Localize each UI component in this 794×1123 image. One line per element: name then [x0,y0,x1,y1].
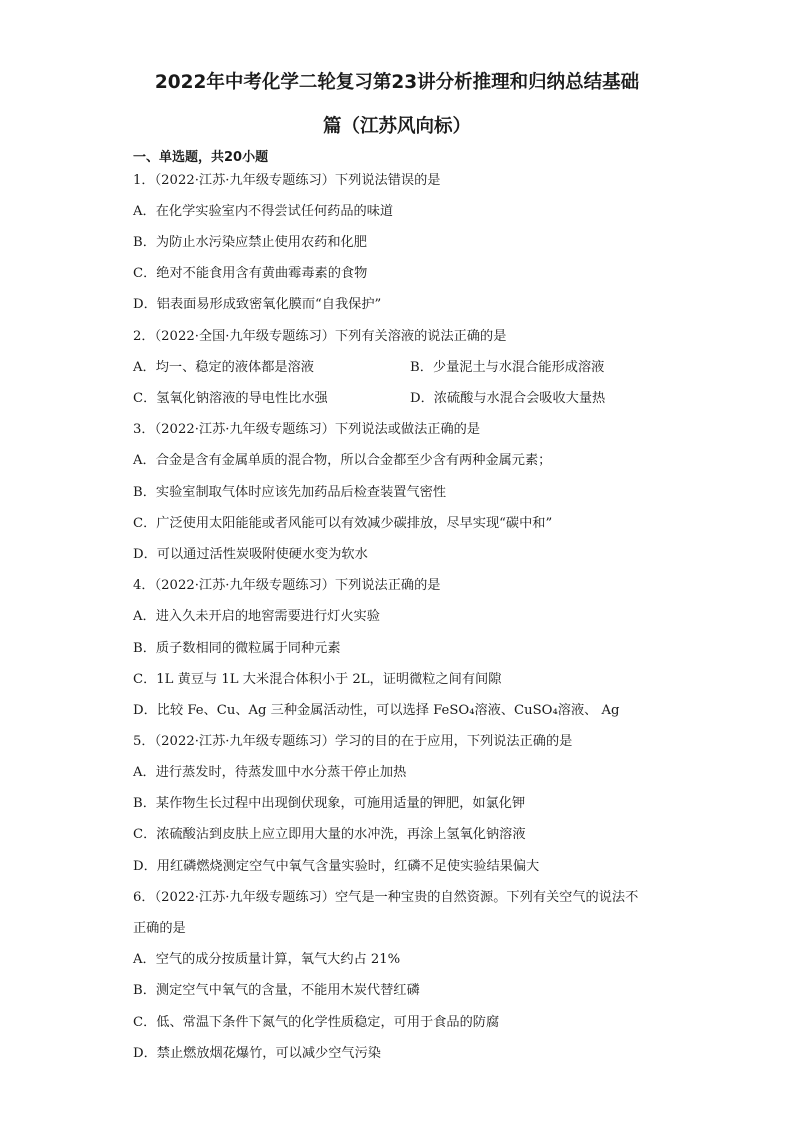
document-title-line-2: 篇（江苏风向标） [322,116,471,137]
question-5-option-b: B．某作物生长过程中出现倒伏现象，可施用适量的钾肥，如氯化钾 [133,796,526,811]
document-title-line-1: 2022年中考化学二轮复习第23讲分析推理和归纳总结基础 [154,72,640,93]
question-1-option-b: B．为防止水污染应禁止使用农药和化肥 [133,235,367,250]
question-6-option-a: A．空气的成分按质量计算，氧气大约占 21% [133,952,401,967]
question-4-option-d: D．比较 Fe、Cu、Ag 三种金属活动性，可以选择 FeSO₄溶液、CuSO₄溶液、 Ag [133,703,620,718]
question-2-option-b: B．少量泥土与水混合能形成溶液 [410,360,605,375]
question-4-option-b: B．质子数相同的微粒属于同种元素 [133,641,341,656]
question-5-stem: 5．（2022·江苏·九年级专题练习）学习的目的在于应用，下列说法正确的是 [133,734,573,749]
question-3-option-b: B．实验室制取气体时应该先加药品后检查装置气密性 [133,485,447,500]
question-6-option-d: D．禁止燃放烟花爆竹，可以减少空气污染 [133,1046,381,1061]
question-4-option-c: C．1L 黄豆与 1L 大米混合体积小于 2L，证明微粒之间有间隙 [133,672,502,687]
question-3-option-d: D．可以通过活性炭吸附使硬水变为软水 [133,547,368,562]
question-2-stem: 2．（2022·全国·九年级专题练习）下列有关溶液的说法正确的是 [133,329,507,344]
question-6-option-b: B．测定空气中氧气的含量，不能用木炭代替红磷 [133,983,420,998]
question-5-option-a: A．进行蒸发时，待蒸发皿中水分蒸干停止加热 [133,765,407,780]
question-3-stem: 3．（2022·江苏·九年级专题练习）下列说法或做法正确的是 [133,422,481,437]
question-1-option-c: C．绝对不能食用含有黄曲霉毒素的食物 [133,266,368,281]
question-3-option-a: A．合金是含有金属单质的混合物，所以合金都至少含有两种金属元素； [133,453,552,468]
question-5-option-c: C．浓硫酸沾到皮肤上应立即用大量的水冲洗，再涂上氢氧化钠溶液 [133,827,526,842]
question-3-option-c: C．广泛使用太阳能能或者风能可以有效减少碳排放，尽早实现“碳中和” [133,516,553,531]
question-5-option-d: D．用红磷燃烧测定空气中氧气含量实验时，红磷不足使实验结果偏大 [133,859,540,874]
question-6-stem-line-2: 正确的是 [133,921,186,936]
question-6-option-c: C．低、常温下条件下氮气的化学性质稳定，可用于食品的防腐 [133,1015,500,1030]
question-1-stem: 1．（2022·江苏·九年级专题练习）下列说法错误的是 [133,173,441,188]
question-4-stem: 4．（2022·江苏·九年级专题练习）下列说法正确的是 [133,578,441,593]
section-heading: 一、单选题，共20小题 [133,150,269,165]
question-2-option-a: A．均一、稳定的液体都是溶液 [133,360,314,375]
question-1-option-a: A．在化学实验室内不得尝试任何药品的味道 [133,204,394,219]
question-4-option-a: A．进入久未开启的地窖需要进行灯火实验 [133,609,380,624]
question-6-stem-line-1: 6．（2022·江苏·九年级专题练习）空气是一种宝贵的自然资源。下列有关空气的说法不 [133,890,639,905]
question-2-option-c: C．氢氧化钠溶液的导电性比水强 [133,391,328,406]
question-1-option-d: D．铝表面易形成致密氧化膜而“自我保护” [133,297,382,312]
question-2-option-d: D．浓硫酸与水混合会吸收大量热 [410,391,606,406]
